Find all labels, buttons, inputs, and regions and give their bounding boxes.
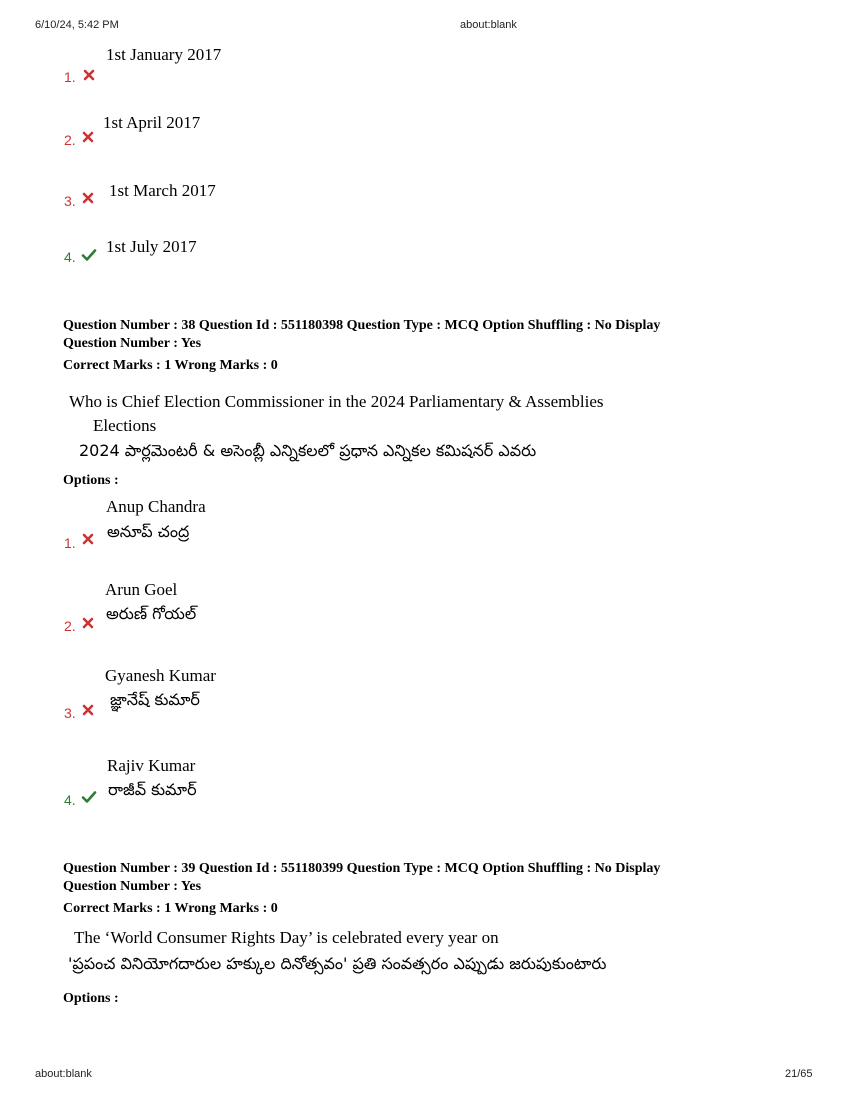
wrong-cross-icon xyxy=(81,532,95,546)
option-text-en: Rajiv Kumar xyxy=(107,756,196,775)
option-number: 2. xyxy=(64,132,76,148)
option-text-en: Gyanesh Kumar xyxy=(105,666,216,685)
question-marks: Correct Marks : 1 Wrong Marks : 0 xyxy=(63,358,278,373)
option-text: 1st April 2017 xyxy=(103,113,201,132)
wrong-cross-icon xyxy=(82,68,96,82)
wrong-cross-icon xyxy=(81,130,95,144)
option-number: 4. xyxy=(64,249,76,265)
question-meta-cont: Question Number : Yes xyxy=(63,336,202,351)
question-meta: Question Number : 39 Question Id : 551180399 Question Type : MCQ Option Shuffling : No Display xyxy=(63,861,661,876)
option-number: 1. xyxy=(64,69,76,85)
question-meta: Question Number : 38 Question Id : 551180398 Question Type : MCQ Option Shuffling : No Display xyxy=(63,318,661,333)
options-label: Options : xyxy=(63,473,119,488)
option-text-en: Arun Goel xyxy=(105,580,178,599)
correct-check-icon xyxy=(81,248,97,262)
option-text: 1st January 2017 xyxy=(106,45,222,64)
page-number: 21/65 xyxy=(785,1068,813,1080)
option-number: 3. xyxy=(64,193,76,209)
correct-check-icon xyxy=(81,790,97,804)
option-text-en: Anup Chandra xyxy=(106,497,206,516)
wrong-cross-icon xyxy=(81,703,95,717)
question-text-te: 'ప్రపంచ వినియోగదారుల హక్కుల దినోత్సవం' ప్రతి సంవత్సరం ఎప్పుడు జరుపుకుంటారు xyxy=(68,954,607,973)
wrong-cross-icon xyxy=(81,191,95,205)
option-text-te: జ్ఞానేష్ కుమార్ xyxy=(110,690,200,709)
option-number: 4. xyxy=(64,792,76,808)
question-marks: Correct Marks : 1 Wrong Marks : 0 xyxy=(63,901,278,916)
question-text-en: The ‘World Consumer Rights Day’ is celebrated every year on xyxy=(74,928,499,947)
option-text-te: అరుణ్ గోయల్ xyxy=(106,604,197,623)
option-text: 1st July 2017 xyxy=(106,237,197,256)
question-text-te: 2024 పార్లమెంటరీ & అసెంబ్లీ ఎన్నికలలో ప్రధాన ఎన్నికల కమిషనర్ ఎవరు xyxy=(79,441,537,460)
print-datetime: 6/10/24, 5:42 PM xyxy=(35,19,119,31)
option-number: 3. xyxy=(64,705,76,721)
option-text: 1st March 2017 xyxy=(109,181,216,200)
footer-url: about:blank xyxy=(35,1068,92,1080)
wrong-cross-icon xyxy=(81,616,95,630)
option-text-te: అనూప్ చంద్ర xyxy=(107,522,190,541)
option-number: 2. xyxy=(64,618,76,634)
question-meta-cont: Question Number : Yes xyxy=(63,879,202,894)
options-label: Options : xyxy=(63,991,119,1006)
question-text-en-cont: Elections xyxy=(93,416,157,435)
question-text-en: Who is Chief Election Commissioner in the 2024 Parliamentary & Assemblies xyxy=(69,392,604,411)
print-url: about:blank xyxy=(460,19,517,31)
option-text-te: రాజీవ్ కుమార్ xyxy=(108,780,197,799)
option-number: 1. xyxy=(64,535,76,551)
